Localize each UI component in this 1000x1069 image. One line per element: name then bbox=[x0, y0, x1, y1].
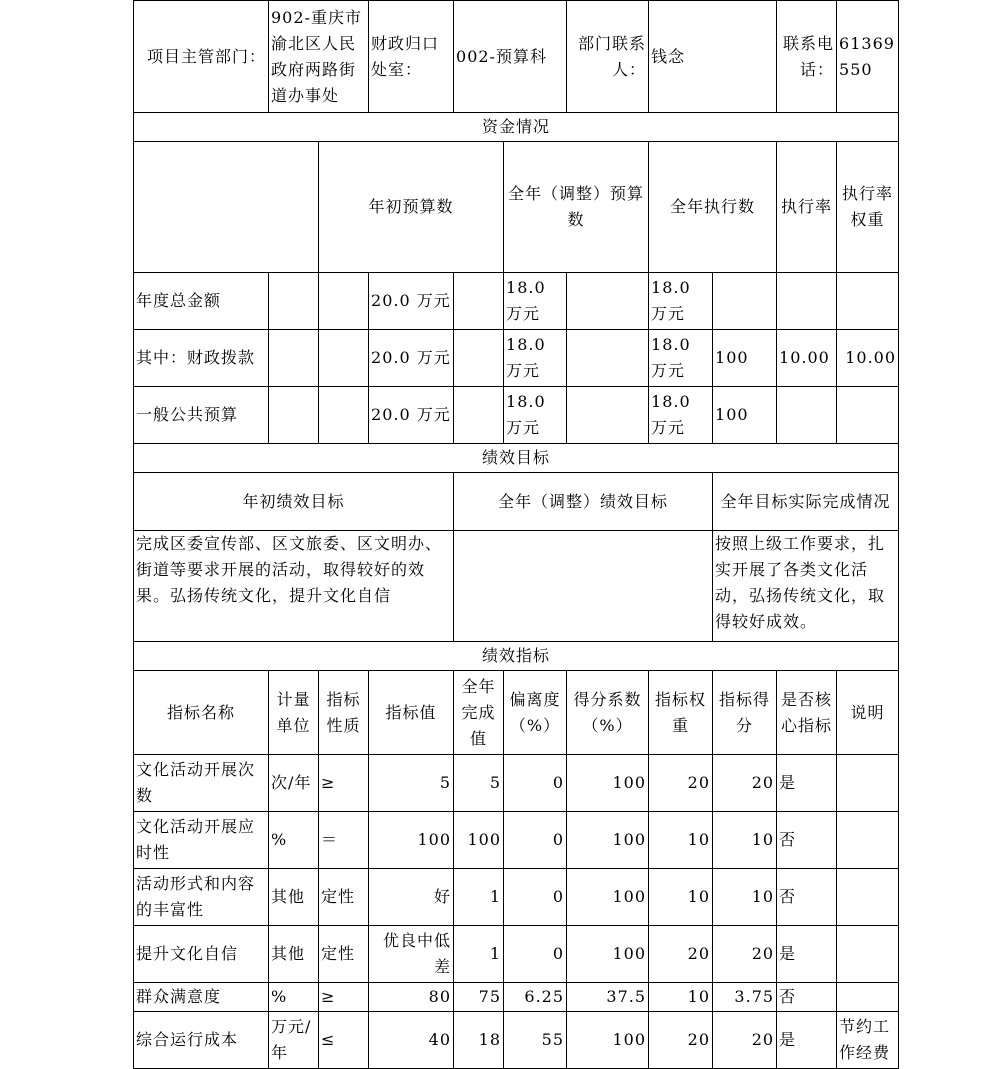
funds-row-rate: 100 bbox=[713, 330, 777, 387]
ind-done: 100 bbox=[454, 812, 504, 869]
ind-nature: ≥ bbox=[319, 983, 369, 1012]
goals-initial-text: 完成区委宣传部、区文旅委、区文明办、街道等要求开展的活动，取得较好的效果。弘扬传统文化，提升文化自信 bbox=[134, 531, 454, 642]
ind-coef: 37.5 bbox=[567, 983, 649, 1012]
funds-row-adjusted: 18.0 万元 bbox=[504, 330, 567, 387]
funds-row-initial: 20.0 万元 bbox=[369, 330, 454, 387]
funds-row-executed: 18.0 万元 bbox=[649, 387, 713, 444]
performance-table bbox=[133, 0, 899, 1069]
funds-col-rate: 执行率 bbox=[777, 142, 837, 273]
goals-header-row bbox=[134, 473, 899, 531]
contact-value: 钱念 bbox=[649, 1, 777, 113]
ind-note bbox=[837, 812, 899, 869]
ind-core: 是 bbox=[777, 1012, 837, 1069]
ind-name: 活动形式和内容的丰富性 bbox=[134, 869, 269, 926]
goals-initial-label: 年初绩效目标 bbox=[134, 473, 454, 531]
indicator-row bbox=[134, 983, 899, 1012]
ind-score: 10 bbox=[713, 869, 777, 926]
ind-unit: 其他 bbox=[269, 869, 319, 926]
ind-weight: 20 bbox=[649, 1012, 713, 1069]
dept-value: 902-重庆市渝北区人民政府两路街道办事处 bbox=[269, 1, 369, 113]
ind-col-score: 指标得分 bbox=[713, 671, 777, 755]
ind-core: 否 bbox=[777, 812, 837, 869]
ind-score: 3.75 bbox=[713, 983, 777, 1012]
goals-adjusted-label: 全年（调整）绩效目标 bbox=[454, 473, 713, 531]
finance-label: 财政归口处室： bbox=[369, 1, 454, 113]
indicator-row bbox=[134, 812, 899, 869]
ind-unit: % bbox=[269, 812, 319, 869]
ind-col-weight: 指标权重 bbox=[649, 671, 713, 755]
funds-row-weight bbox=[777, 387, 837, 444]
ind-deviation: 0 bbox=[504, 755, 567, 812]
ind-col-value: 指标值 bbox=[369, 671, 454, 755]
funds-row-score bbox=[837, 387, 899, 444]
ind-name: 文化活动开展次数 bbox=[134, 755, 269, 812]
ind-deviation: 55 bbox=[504, 1012, 567, 1069]
ind-weight: 10 bbox=[649, 812, 713, 869]
ind-note bbox=[837, 983, 899, 1012]
ind-score: 10 bbox=[713, 812, 777, 869]
ind-unit: 万元/年 bbox=[269, 1012, 319, 1069]
ind-deviation: 0 bbox=[504, 926, 567, 983]
finance-value: 002-预算科 bbox=[454, 1, 567, 113]
ind-weight: 10 bbox=[649, 869, 713, 926]
ind-deviation: 6.25 bbox=[504, 983, 567, 1012]
funds-col-weight: 执行率权重 bbox=[837, 142, 899, 273]
funds-row-name: 年度总金额 bbox=[134, 273, 269, 330]
ind-value: 100 bbox=[369, 812, 454, 869]
indicator-row bbox=[134, 869, 899, 926]
funds-row-adjusted: 18.0 万元 bbox=[504, 387, 567, 444]
ind-col-core: 是否核心指标 bbox=[777, 671, 837, 755]
funds-col-adjusted: 全年（调整）预算数 bbox=[504, 142, 649, 273]
ind-coef: 100 bbox=[567, 869, 649, 926]
funds-row-rate: 100 bbox=[713, 387, 777, 444]
indicator-row bbox=[134, 755, 899, 812]
funds-row bbox=[134, 387, 899, 444]
ind-coef: 100 bbox=[567, 926, 649, 983]
ind-col-note: 说明 bbox=[837, 671, 899, 755]
ind-name: 文化活动开展应时性 bbox=[134, 812, 269, 869]
ind-unit: 其他 bbox=[269, 926, 319, 983]
funds-row-weight: 10.00 bbox=[777, 330, 837, 387]
ind-col-name: 指标名称 bbox=[134, 671, 269, 755]
ind-weight: 20 bbox=[649, 926, 713, 983]
ind-weight: 10 bbox=[649, 983, 713, 1012]
funds-section-title: 资金情况 bbox=[134, 113, 899, 142]
ind-nature: ＝ bbox=[319, 812, 369, 869]
dept-label: 项目主管部门： bbox=[134, 1, 269, 113]
indicator-row bbox=[134, 926, 899, 983]
ind-coef: 100 bbox=[567, 755, 649, 812]
ind-note bbox=[837, 755, 899, 812]
funds-row bbox=[134, 330, 899, 387]
header-row bbox=[134, 1, 899, 113]
ind-core: 是 bbox=[777, 755, 837, 812]
ind-core: 否 bbox=[777, 983, 837, 1012]
ind-name: 综合运行成本 bbox=[134, 1012, 269, 1069]
ind-score: 20 bbox=[713, 1012, 777, 1069]
funds-row-score: 10.00 bbox=[837, 330, 899, 387]
ind-done: 1 bbox=[454, 869, 504, 926]
goals-section-title: 绩效目标 bbox=[134, 444, 899, 473]
ind-unit: 次/年 bbox=[269, 755, 319, 812]
ind-value: 优良中低差 bbox=[369, 926, 454, 983]
ind-nature: ≥ bbox=[319, 755, 369, 812]
goals-actual-label: 全年目标实际完成情况 bbox=[713, 473, 899, 531]
ind-col-unit: 计量单位 bbox=[269, 671, 319, 755]
ind-note bbox=[837, 869, 899, 926]
funds-header-row bbox=[134, 142, 899, 273]
ind-value: 80 bbox=[369, 983, 454, 1012]
phone-label: 联系电话： bbox=[777, 1, 837, 113]
indicators-header-row bbox=[134, 671, 899, 755]
funds-row-initial: 20.0 万元 bbox=[369, 387, 454, 444]
funds-row bbox=[134, 273, 899, 330]
funds-header-blank bbox=[134, 142, 319, 273]
ind-name: 群众满意度 bbox=[134, 983, 269, 1012]
funds-row-executed: 18.0 万元 bbox=[649, 273, 713, 330]
goals-content-row bbox=[134, 531, 899, 642]
funds-row-name: 一般公共预算 bbox=[134, 387, 269, 444]
ind-nature: 定性 bbox=[319, 869, 369, 926]
ind-value: 好 bbox=[369, 869, 454, 926]
funds-row-rate bbox=[713, 273, 777, 330]
ind-score: 20 bbox=[713, 926, 777, 983]
ind-weight: 20 bbox=[649, 755, 713, 812]
ind-done: 18 bbox=[454, 1012, 504, 1069]
indicators-section-title: 绩效指标 bbox=[134, 642, 899, 671]
phone-value: 61369550 bbox=[837, 1, 899, 113]
ind-name: 提升文化自信 bbox=[134, 926, 269, 983]
ind-value: 40 bbox=[369, 1012, 454, 1069]
ind-done: 5 bbox=[454, 755, 504, 812]
funds-row-score bbox=[837, 273, 899, 330]
ind-core: 否 bbox=[777, 869, 837, 926]
funds-col-executed: 全年执行数 bbox=[649, 142, 777, 273]
ind-nature: 定性 bbox=[319, 926, 369, 983]
ind-note bbox=[837, 926, 899, 983]
ind-nature: ≤ bbox=[319, 1012, 369, 1069]
funds-row-adjusted: 18.0 万元 bbox=[504, 273, 567, 330]
ind-unit: % bbox=[269, 983, 319, 1012]
ind-col-nature: 指标性质 bbox=[319, 671, 369, 755]
ind-value: 5 bbox=[369, 755, 454, 812]
ind-core: 是 bbox=[777, 926, 837, 983]
funds-row-initial: 20.0 万元 bbox=[369, 273, 454, 330]
ind-coef: 100 bbox=[567, 1012, 649, 1069]
funds-row-executed: 18.0 万元 bbox=[649, 330, 713, 387]
ind-score: 20 bbox=[713, 755, 777, 812]
funds-col-initial: 年初预算数 bbox=[319, 142, 504, 273]
goals-adjusted-text bbox=[454, 531, 713, 642]
ind-done: 1 bbox=[454, 926, 504, 983]
contact-label: 部门联系人： bbox=[567, 1, 649, 113]
funds-row-name: 其中：财政拨款 bbox=[134, 330, 269, 387]
ind-deviation: 0 bbox=[504, 812, 567, 869]
ind-col-done: 全年完成值 bbox=[454, 671, 504, 755]
funds-row-weight bbox=[777, 273, 837, 330]
ind-col-coef: 得分系数（%） bbox=[567, 671, 649, 755]
ind-done: 75 bbox=[454, 983, 504, 1012]
ind-coef: 100 bbox=[567, 812, 649, 869]
ind-col-deviation: 偏离度（%） bbox=[504, 671, 567, 755]
ind-note: 节约工作经费 bbox=[837, 1012, 899, 1069]
ind-deviation: 0 bbox=[504, 869, 567, 926]
goals-actual-text: 按照上级工作要求，扎实开展了各类文化活动，弘扬传统文化，取得较好成效。 bbox=[713, 531, 899, 642]
indicator-row bbox=[134, 1012, 899, 1069]
